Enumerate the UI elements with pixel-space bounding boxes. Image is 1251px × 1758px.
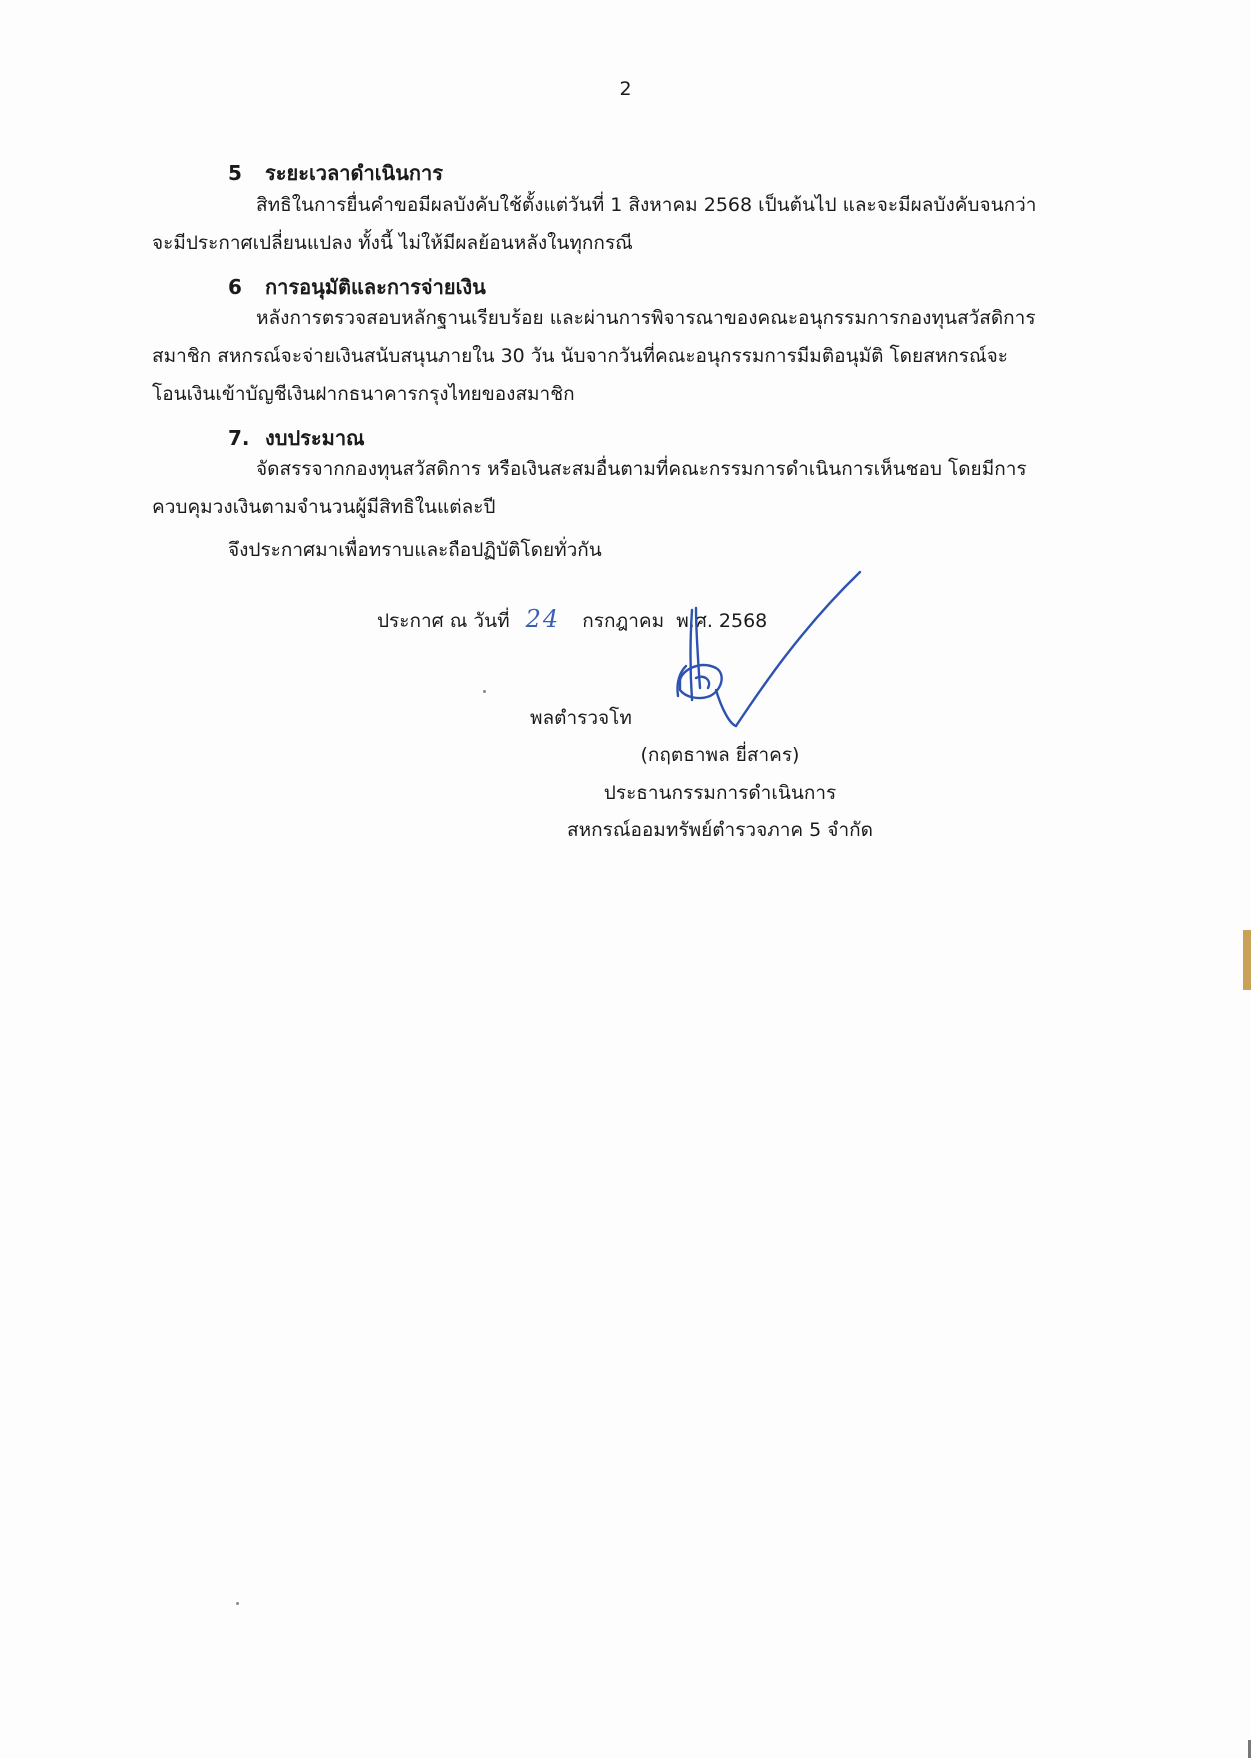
section-number: 5 — [228, 161, 242, 185]
body-line: สมาชิก สหกรณ์จะจ่ายเงินสนับสนุนภายใน 30 วัน นับจากวันที่คณะอนุกรรมการมีมติอนุมัติ โดยสหกรณ์จะ — [152, 345, 1008, 367]
signatory-organization: สหกรณ์ออมทรัพย์ตำรวจภาค 5 จำกัด — [567, 819, 873, 841]
section-7-body — [152, 450, 1130, 526]
signatory-rank: พลตำรวจโท — [530, 707, 632, 729]
scan-speck — [483, 690, 486, 693]
section-title: ระยะเวลาดำเนินการ — [265, 161, 443, 185]
date-month: กรกฎาคม — [582, 610, 665, 632]
section-number: 7. — [228, 426, 250, 450]
handwritten-day: 24 — [525, 605, 561, 633]
signatory-name: (กฤตธาพล ยี่สาคร) — [640, 744, 800, 766]
scan-speck — [236, 1602, 239, 1605]
section-5-heading — [228, 157, 443, 189]
section-6-body — [152, 299, 1130, 413]
body-line: จัดสรรจากกองทุนสวัสดิการ หรือเงินสะสมอื่นตามที่คณะกรรมการดำเนินการเห็นชอบ โดยมีการ — [256, 458, 1027, 480]
date-prefix: ประกาศ ณ วันที่ — [377, 610, 510, 632]
section-number: 6 — [228, 275, 242, 299]
signatory-position: ประธานกรรมการดำเนินการ — [603, 782, 837, 804]
section-title: การอนุมัติและการจ่ายเงิน — [265, 275, 486, 299]
section-5-body — [152, 186, 1130, 262]
scan-edge-mark — [1243, 930, 1251, 990]
handwritten-signature — [660, 560, 880, 740]
date-year: 2568 — [718, 610, 768, 632]
date-era: พ.ศ. — [676, 610, 713, 632]
body-line: จะมีประกาศเปลี่ยนแปลง ทั้งนี้ ไม่ให้มีผลย้อนหลังในทุกกรณี — [152, 232, 633, 254]
page-number: 2 — [619, 78, 632, 100]
closing-statement: จึงประกาศมาเพื่อทราบและถือปฏิบัติโดยทั่วกัน — [228, 539, 602, 561]
body-line: โอนเงินเข้าบัญชีเงินฝากธนาคารกรุงไทยของสมาชิก — [152, 383, 575, 405]
body-line: สิทธิในการยื่นคำขอมีผลบังคับใช้ตั้งแต่วันที่ 1 สิงหาคม 2568 เป็นต้นไป และจะมีผลบังคับจนกว่า — [256, 194, 1037, 216]
body-line: หลังการตรวจสอบหลักฐานเรียบร้อย และผ่านการพิจารณาของคณะอนุกรรมการกองทุนสวัสดิการ — [256, 307, 1036, 329]
section-title: งบประมาณ — [265, 426, 365, 450]
body-line: ควบคุมวงเงินตามจำนวนผู้มีสิทธิในแต่ละปี — [152, 496, 496, 518]
